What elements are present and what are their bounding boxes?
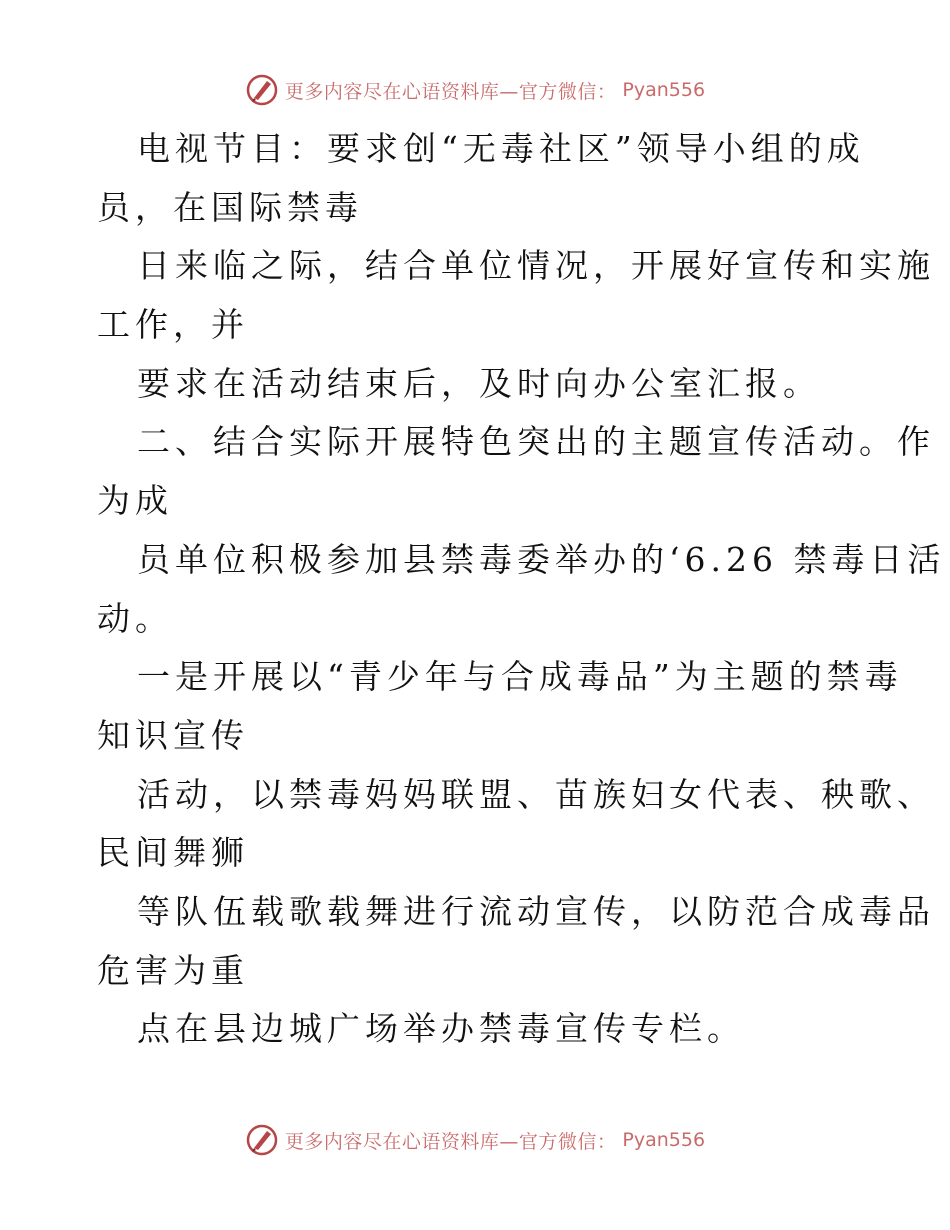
text-line: 工作，并: [97, 305, 249, 345]
watermark-text: 更多内容尽在心语资料库—官方微信：: [284, 1130, 617, 1153]
footer-watermark: [0, 1120, 950, 1160]
text-line: 二、结合实际开展特色突出的主题宣传活动。作: [137, 422, 935, 462]
watermark-text: 更多内容尽在心语资料库—官方微信：: [284, 80, 617, 103]
text-line: 为成: [97, 481, 173, 521]
watermark-wechat-id: Pyan556: [622, 1129, 706, 1151]
text-line: 动。: [97, 598, 173, 638]
text-line: 一是开展以“青少年与合成毒品”为主题的禁毒: [137, 657, 903, 697]
text-line: 员单位积极参加县禁毒委举办的‘6.26 禁毒日活: [137, 539, 946, 579]
text-line: 员，在国际禁毒: [97, 187, 363, 227]
text-line: 等队伍载歌载舞进行流动宣传，以防范合成毒品: [137, 891, 935, 931]
text-line: 民间舞狮: [97, 833, 249, 873]
header-watermark: [0, 70, 950, 110]
quill-pen-logo-icon: [245, 1123, 279, 1157]
text-line: 活动，以禁毒妈妈联盟、苗族妇女代表、秧歌、: [137, 774, 935, 814]
text-line: 日来临之际，结合单位情况，开展好宣传和实施: [137, 246, 935, 286]
watermark-wechat-id: Pyan556: [622, 79, 706, 101]
text-line: 点在县边城广场举办禁毒宣传专栏。: [137, 1009, 745, 1049]
document-body: [97, 120, 946, 1059]
quill-pen-logo-icon: [245, 73, 279, 107]
text-line: 要求在活动结束后，及时向办公室汇报。: [137, 363, 821, 403]
text-line: 知识宣传: [97, 715, 249, 755]
text-line: 危害为重: [97, 950, 249, 990]
text-line: 电视节目：要求创“无毒社区”领导小组的成: [137, 129, 865, 168]
